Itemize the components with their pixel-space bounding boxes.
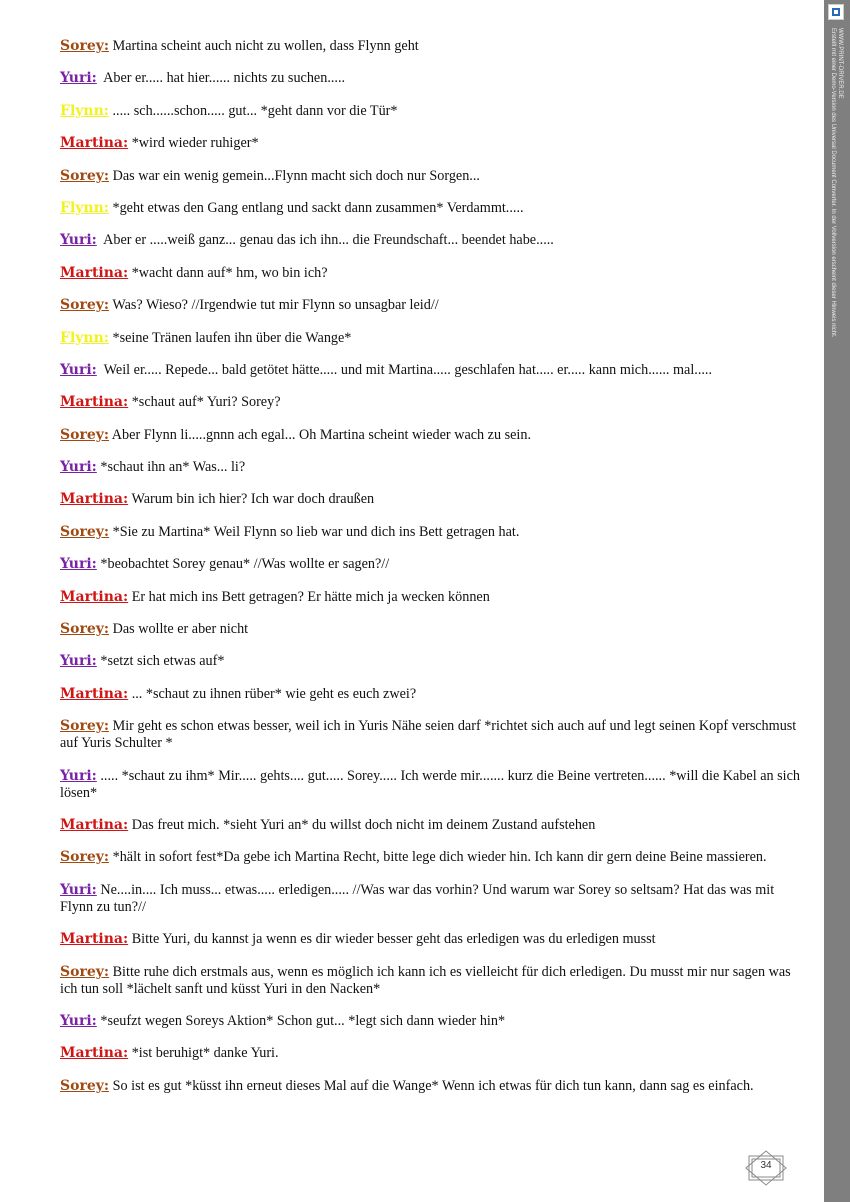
dialogue-line (60, 427, 800, 444)
speaker-name: Martina: (60, 588, 129, 605)
dialogue-line (60, 200, 800, 217)
dialogue-line (60, 232, 800, 249)
speaker-name: Martina: (60, 685, 129, 702)
demo-notice: Erstellt mit einer Demo-Version des Universal Document Converter. In der Vollversion erscheint dieser Hinweis nicht. (830, 28, 836, 338)
speaker-name: Sorey: (60, 718, 110, 735)
dialogue-text: Warum bin ich hier? Ich war doch draußen (128, 491, 375, 508)
dialogue-text: Aber er .....weiß ganz... genau das ich ihn... die Freundschaft... beendet habe..... (96, 232, 554, 249)
dialogue-text: ..... *schaut zu ihm* Mir..... gehts.... gut..... Sorey..... Ich werde mir....... kurz die Beine vertreten...... *will die Kabel an sich lösen* (60, 767, 804, 801)
speaker-name: Yuri: (60, 653, 97, 670)
dialogue-text: Aber Flynn li.....gnnn ach egal... Oh Martina scheint wieder wach zu sein. (109, 426, 532, 443)
dialogue-line (60, 817, 800, 834)
dialogue-line (60, 135, 800, 152)
dialogue-line (60, 1045, 800, 1062)
dialogue-text: ... *schaut zu ihnen rüber* wie geht es euch zwei? (128, 685, 417, 702)
speaker-name: Sorey: (60, 38, 110, 54)
dialogue-line (60, 686, 800, 703)
dialogue-text: Er hat mich ins Bett getragen? Er hätte mich ja wecken können (128, 588, 490, 605)
dialogue-line (60, 491, 800, 508)
dialogue-text: *seine Tränen laufen ihn über die Wange* (108, 329, 352, 346)
dialogue-text: Mir geht es schon etwas besser, weil ich in Yuris Nähe seien darf *richtet sich auch auf und legt seinen Kopf verschmust auf Yuris Schulter * (60, 718, 800, 752)
dialogue-text: Das freut mich. *sieht Yuri an* du willst doch nicht im deinem Zustand aufstehen (128, 816, 596, 833)
dialogue-text: *Sie zu Martina* Weil Flynn so lieb war und dich ins Bett getragen hat. (109, 523, 520, 540)
speaker-name: Yuri: (60, 361, 97, 378)
speaker-name: Martina: (60, 264, 129, 281)
dialogue-text: *seufzt wegen Soreys Aktion* Schon gut... *legt sich dann wieder hin* (96, 1012, 506, 1029)
speaker-name: Yuri: (60, 767, 97, 784)
speaker-name: Yuri: (60, 232, 97, 249)
dialogue-line (60, 1013, 800, 1030)
speaker-name: Yuri: (60, 881, 97, 898)
speaker-name: Yuri: (60, 1012, 97, 1029)
speaker-name: Martina: (60, 394, 129, 411)
dialogue-line (60, 556, 800, 573)
dialogue-text: *beobachtet Sorey genau* //Was wollte er sagen?// (96, 556, 390, 573)
document-page (60, 38, 804, 1110)
dialogue-text: Ne....in.... Ich muss... etwas..... erledigen..... //Was war das vorhin? Und warum war Sorey so seltsam? Hat das was mit Flynn zu tun?// (60, 881, 778, 915)
dialogue-line (60, 964, 800, 998)
speaker-name: Martina: (60, 1045, 129, 1062)
speaker-name: Sorey: (60, 963, 110, 980)
dialogue-line (60, 589, 800, 606)
speaker-name: Martina: (60, 491, 129, 508)
dialogue-text: Aber er..... hat hier...... nichts zu suchen..... (96, 70, 346, 87)
dialogue-text: So ist es gut *küsst ihn erneut dieses Mal auf die Wange* Wenn ich etwas für dich tun kann, dann sag es einfach. (109, 1077, 754, 1094)
dialogue-line (60, 38, 800, 55)
dialogue-text: Martina scheint auch nicht zu wollen, dass Flynn geht (109, 38, 419, 54)
dialogue-text: Was? Wieso? //Irgendwie tut mir Flynn so unsagbar leid// (109, 297, 439, 314)
speaker-name: Sorey: (60, 426, 110, 443)
page-number-badge (745, 1150, 787, 1186)
dialogue-line (60, 103, 800, 120)
dialogue-line (60, 394, 800, 411)
speaker-name: Yuri: (60, 459, 97, 476)
dialogue-text: Das war ein wenig gemein...Flynn macht sich doch nur Sorgen... (109, 167, 480, 184)
speaker-name: Flynn: (60, 329, 109, 346)
speaker-name: Martina: (60, 135, 129, 152)
dialogue-line (60, 882, 800, 916)
dialogue-text: *setzt sich etwas auf* (96, 653, 225, 670)
page-number: 34 (760, 1160, 772, 1171)
dialogue-line (60, 524, 800, 541)
dialogue-line (60, 653, 800, 670)
dialogue-line (60, 297, 800, 314)
dialogue-line (60, 459, 800, 476)
dialogue-line (60, 931, 800, 948)
dialogue-line (60, 168, 800, 185)
dialogue-line (60, 362, 800, 379)
speaker-name: Sorey: (60, 297, 110, 314)
speaker-name: Flynn: (60, 199, 109, 216)
dialogue-line (60, 621, 800, 638)
dialogue-text: *ist beruhigt* danke Yuri. (128, 1045, 279, 1062)
dialogue-line (60, 70, 800, 87)
speaker-name: Martina: (60, 931, 129, 948)
dialogue-text: Weil er..... Repede... bald getötet hätte..... und mit Martina..... geschlafen hat..... er..... kann mich...... mal..... (96, 361, 713, 378)
speaker-name: Martina: (60, 816, 129, 833)
dialogue-line (60, 718, 800, 752)
speaker-name: Yuri: (60, 70, 97, 87)
dialogue-text: *wird wieder ruhiger* (128, 135, 259, 152)
dialogue-text: ..... sch......schon..... gut... *geht dann vor die Tür* (108, 102, 398, 119)
dialogue-line (60, 265, 800, 282)
dialogue-line (60, 330, 800, 347)
dialogue-text: Das wollte er aber nicht (109, 621, 249, 638)
demo-sidebar (824, 0, 850, 1202)
dialogue-text: *schaut auf* Yuri? Sorey? (128, 394, 281, 411)
converter-logo-icon (828, 4, 844, 20)
dialogue-text: *wacht dann auf* hm, wo bin ich? (128, 264, 328, 281)
dialogue-text: *schaut ihn an* Was... li? (96, 459, 246, 476)
dialogue-text: Bitte ruhe dich erstmals aus, wenn es möglich ich kann ich es vielleicht für dich erledigen. Du musst mir nur sagen was ich tun soll *lächelt sanft und küsst Yuri in den Nacken* (60, 963, 795, 997)
speaker-name: Sorey: (60, 1077, 110, 1094)
speaker-name: Yuri: (60, 556, 97, 573)
dialogue-line (60, 767, 804, 802)
dialogue-text: *geht etwas den Gang entlang und sackt dann zusammen* Verdammt..... (108, 199, 524, 216)
dialogue-line (60, 1078, 800, 1095)
dialogue-text: Bitte Yuri, du kannst ja wenn es dir wieder besser geht das erledigen was du erledigen musst (128, 931, 656, 948)
dialogue-text: *hält in sofort fest*Da gebe ich Martina Recht, bitte lege dich wieder hin. Ich kann dir gern deine Beine massieren. (109, 849, 767, 866)
speaker-name: Sorey: (60, 523, 110, 540)
speaker-name: Sorey: (60, 167, 110, 184)
speaker-name: Sorey: (60, 849, 110, 866)
dialogue-line (60, 849, 800, 866)
speaker-name: Sorey: (60, 621, 110, 638)
speaker-name: Flynn: (60, 102, 109, 119)
demo-url: WWW.PRINT-DRIVER.DE (837, 28, 843, 99)
